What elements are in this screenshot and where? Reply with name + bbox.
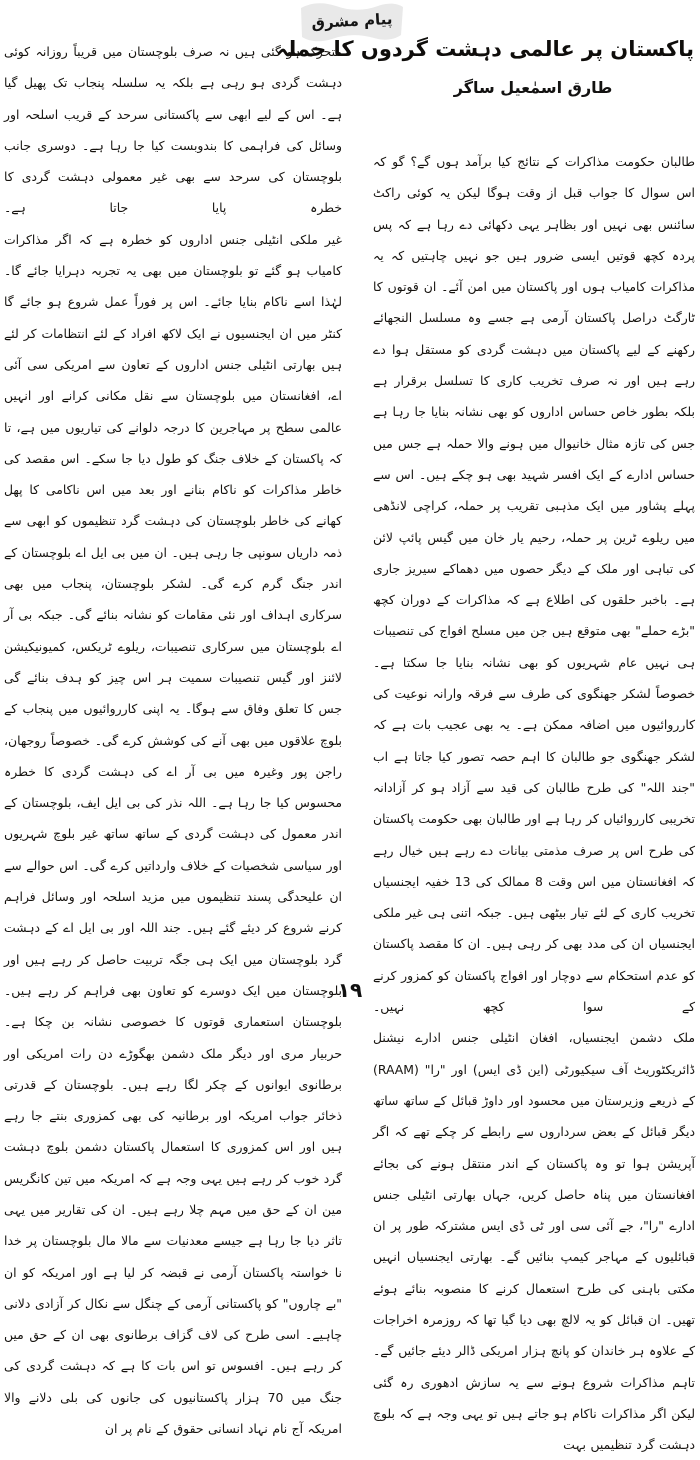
article-title: پاکستان پر عالمی دہشت گردوں کا حملہ [276,37,694,61]
paragraph: طالبان حکومت مذاکرات کے نتائج کیا برآمد ہوں گے؟ گو کہ اس سوال کا جواب قبل از وقت ہوگا لیکن یہ کوئی راکٹ سائنس بھی نہیں اور بظاہر یہی دکھائی دے رہا ہے کہ پس پردہ کچھ قوتیں ایسی ضرور ہیں جو نہیں چاہتیں کہ یہ مذاکرات کامیاب ہوں اور پاکستان میں امن آئے۔ ان قوتوں کا ٹارگٹ دراصل پاکستان آرمی ہے جسے وہ مسلسل النجھائے رکھنے کے لیے پاکستان میں دہشت گردی کو مستقل ہوا دے رہے ہیں اور نہ صرف تخریب کاری کا تسلسل برقرار ہے بلکہ بطور خاص حساس اداروں کو بھی نشانہ بنایا جا رہا ہے جس کی تازہ مثال خانیوال میں ہونے والا حملہ ہے جس میں حساس ادارے کے ایک افسر شہید بھی ہو چکے ہیں۔ اس سے پہلے پشاور میں ایک مذہبی تقریب پر حملہ، کراچی لانڈھی میں ریلوے ٹرین پر حملہ، رحیم یار خان میں گیس پائپ لائن کی تباہی اور ملک کے دیگر حصوں میں دھماکے سیریز جاری ہے۔ باخبر حلقوں کی اطلاع ہے کہ مذاکرات کے دوران کچھ "بڑے حملے" بھی متوقع ہیں جن میں مسلح افواج کی تنصیبات ہی نہیں عام شہریوں کو بھی نشانہ بنایا جا سکتا ہے۔ خصوصاً لشکر جھنگوی کی طرف سے فرقہ وارانہ نوعیت کی کارروائیوں میں اضافہ ممکن ہے۔ یہ بھی عجیب بات ہے کہ لشکر جھنگوی جو طالبان کا اہم حصہ تصور کیا جاتا ہے اب "جند اللہ" کی طرح طالبان کی قید سے آزاد ہو کر آزادانہ تخریبی کارروائیاں کر رہا ہے اور طالبان بھی حکومت پاکستان کی طرح اس پر صرف مذمتی بیانات دے رہے ہیں خیال رہے کہ افغانستان میں اس وقت 8 ممالک کی 13 خفیہ ایجنسیاں تخریب کاری کے لئے تیار بیٹھی ہیں۔ جبکہ اتنی ہی غیر ملکی ایجنسیاں ان کی مدد بھی کر رہی ہیں۔ ان کا مقصد پاکستان کو عدم استحکام سے دوچار اور افواج پاکستان کو کمزور کرنے کے سوا کچھ نہیں۔ [373,154,696,1015]
paragraph: غیر ملکی انٹیلی جنس اداروں کو خطرہ ہے کہ اگر مذاکرات کامیاب ہو گئے تو بلوچستان میں بھی یہ تجربہ دہرایا جائے گا۔ لہٰذا اسے ناکام بنایا جائے۔ اس پر فوراً عمل شروع ہو جائے گا کنٹر میں ان ایجنسیوں نے ایک لاکھ افراد کے لئے انتظامات کر لئے ہیں بھارتی انٹیلی جنس اداروں کے تعاون سے امریکی سی آئی اے، افغانستان میں بلوچستان سے نقل مکانی کرانے اور انہیں عالمی سطح پر مہاجرین کا درجہ دلوانے کی تیاریوں میں ہے، تا کہ پاکستان کے خلاف جنگ کو طول دیا جا سکے۔ اس مقصد کی خاطر مذاکرات کو ناکام بنانے اور بعد میں اس ناکامی کا پھل کھانے کی خاطر بلوچستان کی دہشت گرد تنظیموں کو ابھی سے ذمہ داریاں سونپی جا رہی ہیں۔ ان میں بی ایل اے بلوچستان کے اندر جنگ گرم کرے گی۔ لشکر بلوچستان، پنجاب میں بھی سرکاری اہداف اور نئی مقامات کو نشانہ بنائے گی۔ جبکہ بی آر اے بلوچستان میں سرکاری تنصیبات، ریلوے ٹریکس، کمیونیکیشن لائنز اور گیس تنصیبات سمیت ہر اس چیز کو ہدف بنائے گی جس کا تعلق وفاق سے ہوگا۔ یہ اپنی کارروائیوں میں پنجاب کے بلوچ علاقوں میں بھی آنے کی کوشش کرے گی۔ خصوصاً روجھان، راجن پور وغیرہ میں بی آر اے کی دہشت گردی کا خطرہ محسوس کیا جا رہا ہے۔ اللہ نذر کی بی ایل ایف، بلوچستان کے اندر معمول کی دہشت گردی کے ساتھ ساتھ غیر بلوچ شہریوں اور سیاسی شخصیات کے خلاف وارداتیں کرے گی۔ اس حوالے سے ان علیحدگی پسند تنظیموں میں مزید اسلحہ اور وسائل فراہم کرنے شروع کر دیئے گئے ہیں۔ جند اللہ اور بی ایل اے کے دہشت گرد بلوچستان میں ایک ہی جگہ تربیت حاصل کر رہے ہیں اور بلوچستان میں ایک دوسرے کو تعاون بھی فراہم کر رہے ہیں۔ بلوچستان استعماری قوتوں کا خصوصی نشانہ بن چکا ہے۔ حربیار مری اور دیگر ملک دشمن بھگوڑے دن رات امریکی اور برطانوی ایوانوں کے چکر لگا رہے ہیں۔ بلوچستان کے قدرتی ذخائر جواب امریکہ اور برطانیہ کی بھی کمزوری بنتے جا رہے ہیں اور اس کمزوری کا استعمال پاکستان دشمن بلوچ دہشت گرد خوب کر رہے ہیں یہی وجہ ہے کہ امریکہ میں تین کانگریس مین ان کے حق میں مہم چلا رہے ہیں۔ ان کی تقاریر میں یہی تاثر دیا جا رہا ہے جیسے معدنیات سے مالا مال بلوچستان پر خدا نا خواستہ پاکستان آرمی نے قبضہ کر لیا ہے اور امریکہ کو ان "بے چاروں" کو پاکستانی آرمی کے چنگل سے نکال کر آزادی دلانی چاہیے۔ اسی طرح کی لاف گزاف برطانوی بھی ان کے حق میں کر رہے ہیں۔ افسوس تو اس بات کا ہے کہ دہشت گردی کی جنگ میں 70 ہزار پاکستانیوں کی جانوں کی بلی دلانے والا امریکہ آج نام نہاد انسانی حقوق کے نام پر ان [4,231,342,1437]
publication-name: پیام مشرق [311,9,393,33]
article-masthead [276,34,694,97]
body-column-left [4,36,342,1437]
page-number: ۱۹ [337,978,363,1002]
paragraph: ملک دشمن ایجنسیاں، افغان انٹیلی جنس ادارے نیشنل ڈائریکٹوریٹ آف سیکیورٹی (این ڈی ایس) اور "را" (RAAM) کے ذریعے وزیرستان میں محسود اور داوڑ قبائل کے ساتھ ساتھ دیگر قبائل کے بعض سرداروں سے رابطے کر چکے تھے کہ اگر آپریشن ہوا تو وہ پاکستان کے اندر منتقل ہونے کی بجائے افغانستان میں پناہ حاصل کریں، جہاں بھارتی انٹیلی جنس ادارے "را"، جے آئی سی اور ٹی ڈی ایس مشترکہ طور پر ان قبائلیوں کے مہاجر کیمپ بنائیں گے۔ بھارتی ایجنسیاں انہیں مکتی باہنی کی طرح استعمال کرنے کا منصوبہ بنائے ہوئے تھیں۔ ان قبائل کو یہ لالچ بھی دیا گیا تھا کہ روزمرہ اخراجات کے علاوہ ہر خاندان کو پانچ ہزار امریکی ڈالر دیئے جائیں گے۔ تاہم مذاکرات شروع ہونے سے یہ سازش ادھوری رہ گئی لیکن اگر مذاکرات ناکام ہو جاتے ہیں تو یہی وجہ ہے کہ بلوچ دہشت گرد تنظیمیں بہت [373,1030,695,1453]
paragraph: متحرک ہو گئی ہیں نہ صرف بلوچستان میں قریباً روزانہ کوئی دہشت گردی ہو رہی ہے بلکہ یہ سلسلہ پنجاب تک پھیل گیا ہے۔ اس کے لیے ابھی سے پاکستانی سرحد کے قریب اسلحہ اور وسائل کی فراہمی کا بندوبست کیا جا رہا ہے۔ دوسری جانب بلوچستان کی سرحد سے بھی غیر معمولی دہشت گردی کا خطرہ پایا جاتا ہے۔ [4,44,342,216]
body-column-right [373,146,696,1453]
article-author: طارق اسمٰعیل ساگر [453,77,613,97]
